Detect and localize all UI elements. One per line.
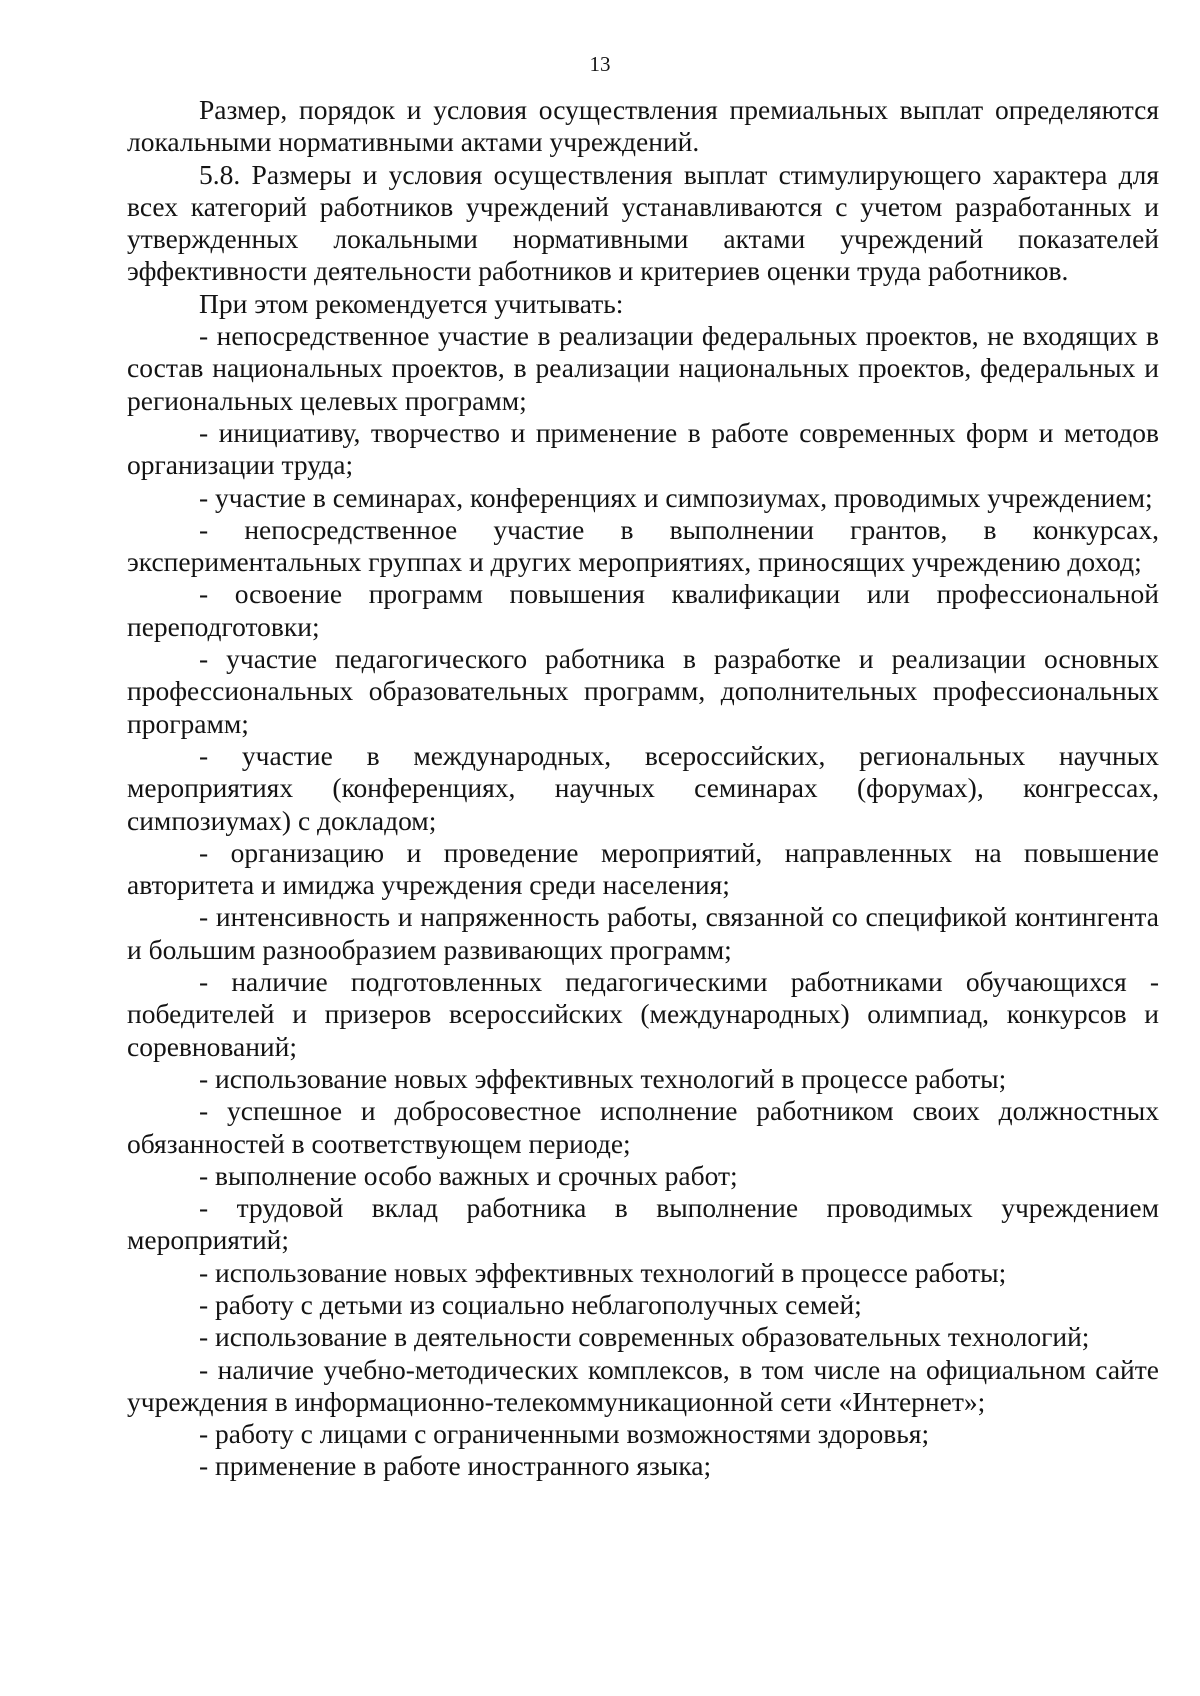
list-item: - выполнение особо важных и срочных работ; <box>199 1159 738 1191</box>
list-item: - использование новых эффективных технологий в процессе работы; <box>199 1256 1007 1288</box>
list-item: - использование в деятельности современных образовательных технологий; <box>199 1321 1090 1353</box>
list-item: - работу с лицами с ограниченными возможностями здоровья; <box>199 1418 930 1450</box>
list-item: - наличие подготовленных педагогическими работниками обучающихся - победителей и призеров всероссийских (международных) олимпиад, конкурсов и соревнований; <box>127 966 1159 1062</box>
list-item: - использование новых эффективных технологий в процессе работы; <box>199 1062 1007 1094</box>
page-number: 13 <box>589 52 611 76</box>
list-item: - участие в международных, всероссийских, региональных научных мероприятиях (конференциях, научных семинарах (форумах), конгрессах, симпозиумах) с докладом; <box>127 739 1159 836</box>
list-item: - инициативу, творчество и применение в работе современных форм и методов организации труда; <box>127 416 1159 481</box>
list-item: - организацию и проведение мероприятий, направленных на повышение авторитета и имиджа учреждения среди населения; <box>127 836 1159 901</box>
list-item: - освоение программ повышения квалификации или профессиональной переподготовки; <box>127 578 1159 642</box>
list-item: - наличие учебно-методических комплексов, в том числе на официальном сайте учреждения в информационно-телекоммуникационной сети «Интернет»; <box>127 1353 1159 1417</box>
list-item: - непосредственное участие в реализации федеральных проектов, не входящих в состав национальных проектов, в реализации национальных проектов, федеральных и региональных целевых программ; <box>127 320 1159 416</box>
paragraph-premium-payments: Размер, порядок и условия осуществления премиальных выплат определяются локальными нормативными актами учреждений. <box>127 94 1159 158</box>
paragraph-section-5-8: 5.8. Размеры и условия осуществления выплат стимулирующего характера для всех категорий работников учреждений устанавливаются с учетом разработанных и утвержденных локальными нормативными актами учреждений показателей эффективности деятельности работников и критериев оценки труда работников. <box>127 158 1159 287</box>
document-body <box>127 94 1159 1483</box>
list-item: - участие педагогического работника в разработке и реализации основных профессиональных образовательных программ, дополнительных профессиональных программ; <box>127 643 1159 739</box>
list-item: - непосредственное участие в выполнении грантов, в конкурсах, экспериментальных группах и других мероприятиях, приносящих учреждению доход; <box>127 513 1159 578</box>
list-item: - трудовой вклад работника в выполнение проводимых учреждением мероприятий; <box>127 1192 1159 1256</box>
list-item: - применение в работе иностранного языка; <box>199 1450 712 1482</box>
paragraph-recommendation-intro: При этом рекомендуется учитывать: <box>199 287 624 319</box>
list-item: - работу с детьми из социально неблагополучных семей; <box>199 1288 862 1320</box>
list-item: - интенсивность и напряженность работы, связанной со спецификой контингента и большим разнообразием развивающих программ; <box>127 901 1159 965</box>
list-item: - участие в семинарах, конференциях и симпозиумах, проводимых учреждением; <box>199 481 1153 513</box>
list-item: - успешное и добросовестное исполнение работником своих должностных обязанностей в соответствующем периоде; <box>127 1095 1159 1159</box>
